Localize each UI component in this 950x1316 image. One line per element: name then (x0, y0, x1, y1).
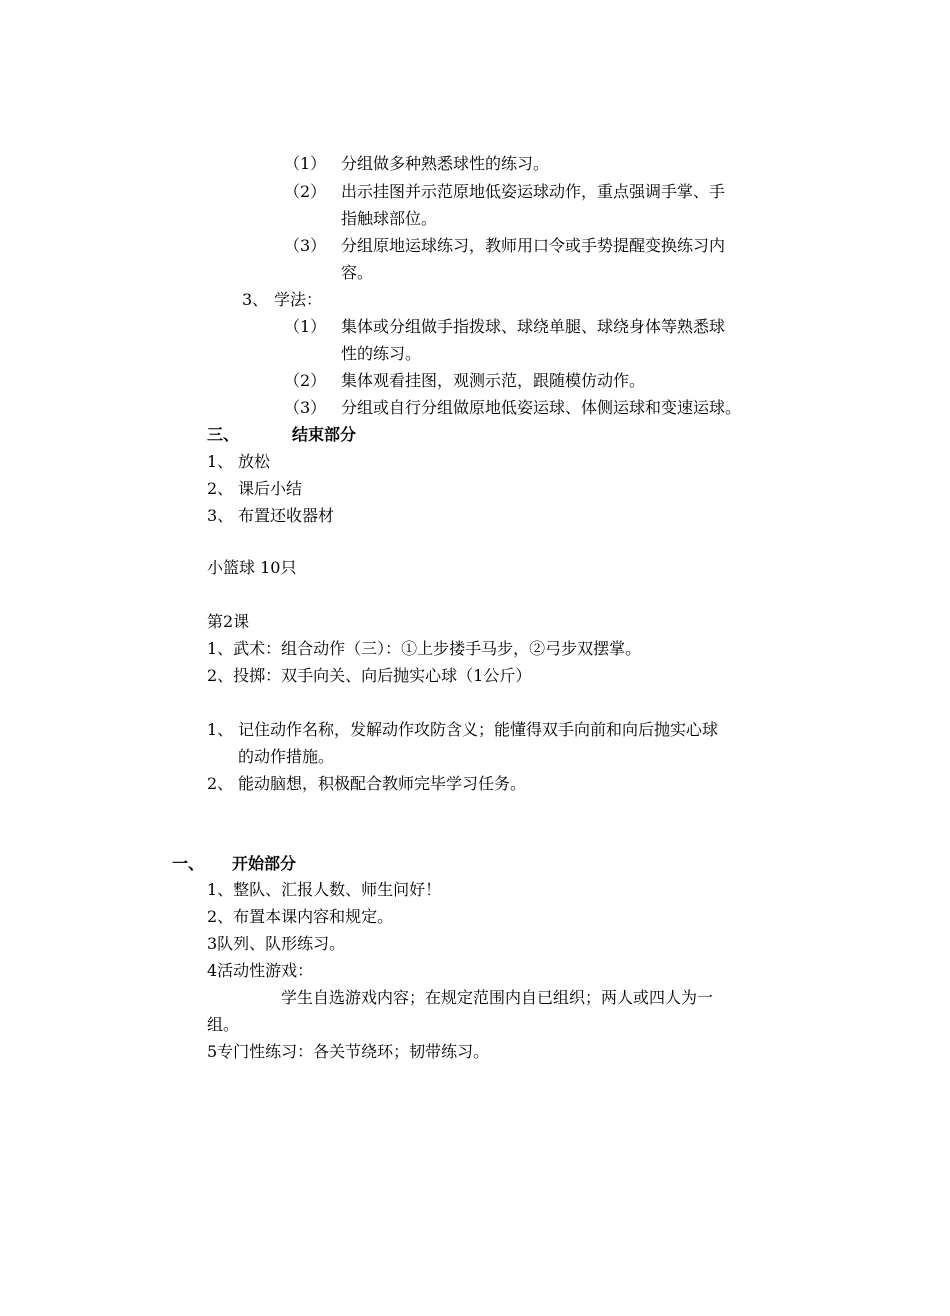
study-method-number: 3、 (242, 290, 269, 309)
study-step-1-continuation: 性的练习。 (341, 344, 422, 363)
study-step-3-number: （3） (284, 398, 327, 417)
start-item-3: 3队列、队形练习。 (207, 934, 346, 953)
end-section-title: 结束部分 (292, 425, 357, 444)
study-method-label: 学法： (274, 290, 323, 309)
teach-step-2-number: （2） (284, 182, 327, 201)
end-item-2-text: 课后小结 (238, 479, 303, 498)
goal-1-continuation: 的动作措施。 (238, 747, 335, 766)
start-item-1: 1、整队、汇报人数、师生问好！ (207, 880, 442, 899)
end-item-2-number: 2、 (207, 479, 234, 498)
end-item-3-number: 3、 (207, 506, 234, 525)
start-item-5: 5专门性练习：各关节绕环；韧带练习。 (207, 1042, 490, 1061)
study-step-2-number: （2） (284, 371, 327, 390)
lesson-title: 第2课 (207, 612, 250, 631)
start-item-4-detail: 学生自选游戏内容；在规定范围内自已组织；两人或四人为一 (281, 988, 714, 1007)
study-step-2-text: 集体观看挂图，观测示范，跟随模仿动作。 (341, 371, 646, 390)
equipment-text: 小篮球 10只 (207, 558, 297, 577)
goal-2-text: 能动脑想，积极配合教师完毕学习任务。 (238, 774, 527, 793)
teach-step-3-text: 分组原地运球练习，教师用口令或手势提醒变换练习内 (341, 236, 726, 255)
start-section-title: 开始部分 (232, 854, 297, 873)
teach-step-1-text: 分组做多种熟悉球性的练习。 (341, 154, 550, 173)
end-item-1-number: 1、 (207, 452, 234, 471)
goal-1-text: 记住动作名称，发解动作攻防含义；能懂得双手向前和向后抛实心球 (238, 720, 719, 739)
teach-step-3-number: （3） (284, 236, 327, 255)
lesson-content-1: 1、武术：组合动作（三）：①上步搂手马步，②弓步双摆掌。 (207, 639, 642, 658)
goal-2-number: 2、 (207, 774, 234, 793)
lesson-content-2: 2、投掷：双手向关、向后抛实心球（1公斤） (207, 666, 532, 685)
end-section-number: 三、 (207, 425, 240, 444)
start-item-4-continuation: 组。 (207, 1015, 240, 1034)
teach-step-1-number: （1） (284, 154, 327, 173)
teach-step-2-text: 出示挂图并示范原地低姿运球动作，重点强调手掌、手 (341, 182, 726, 201)
study-step-3-text: 分组或自行分组做原地低姿运球、体侧运球和变速运球。 (341, 398, 742, 417)
study-step-1-number: （1） (284, 317, 327, 336)
start-item-4: 4活动性游戏： (207, 961, 314, 980)
start-section-number: 一、 (172, 854, 205, 873)
study-step-1-text: 集体或分组做手指拨球、球绕单腿、球绕身体等熟悉球 (341, 317, 726, 336)
goal-1-number: 1、 (207, 720, 234, 739)
end-item-3-text: 布置还收器材 (238, 506, 335, 525)
start-item-2: 2、布置本课内容和规定。 (207, 907, 394, 926)
teach-step-3-continuation: 容。 (341, 263, 374, 282)
end-item-1-text: 放松 (238, 452, 271, 471)
teach-step-2-continuation: 指触球部位。 (341, 209, 438, 228)
